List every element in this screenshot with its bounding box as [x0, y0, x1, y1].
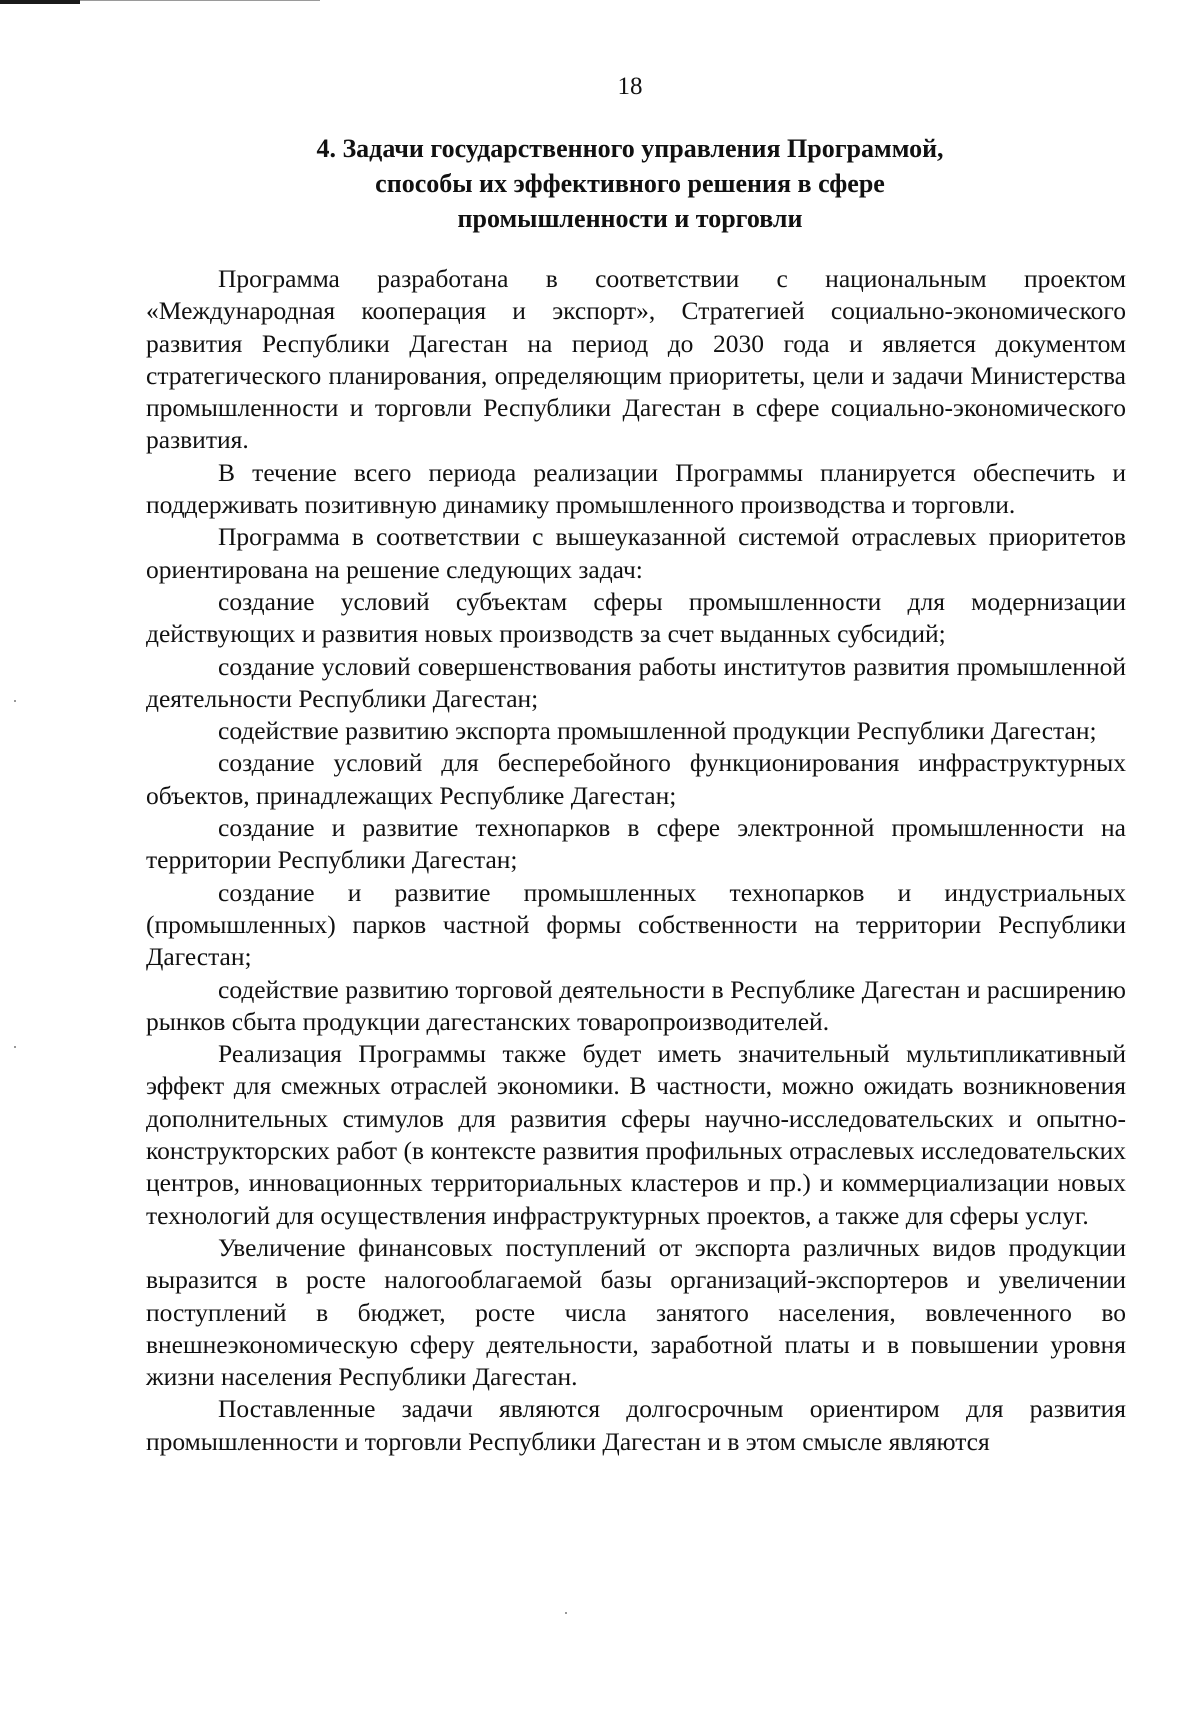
paragraph: В течение всего периода реализации Программы планируется обеспечить и поддерживать позитивную динамику промышленного производства и торговли.	[146, 457, 1126, 520]
list-item: создание условий субъектам сферы промышленности для модернизации действующих и развития новых производств за счет выданных субсидий;	[146, 586, 1126, 649]
heading-line: промышленности и торговли	[457, 204, 803, 233]
paragraph: Программа в соответствии с вышеуказанной системой отраслевых приоритетов ориентирована на решение следующих задач:	[146, 522, 1126, 584]
scan-edge-line	[80, 0, 320, 1]
list-item: создание условий совершенствования работы институтов развития промышленной деятельности Республики Дагестан;	[146, 651, 1126, 713]
scan-speck	[14, 700, 16, 702]
section-heading	[150, 131, 1110, 236]
scan-speck	[14, 1046, 16, 1048]
list-item: создание условий для бесперебойного функционирования инфраструктурных объектов, принадлежащих Республике Дагестан;	[146, 748, 1126, 810]
paragraph: Реализация Программы также будет иметь значительный мультипликативный эффект для смежных отраслей экономики. В частности, можно ожидать возникновения дополнительных стимулов для развития сферы научно-исследовательских и опытно-конструкторских работ (в контексте развития профильных отраслевых исследовательских центров, инновационных территориальных кластеров и пр.) и коммерциализации новых технологий для осуществления инфраструктурных проектов, а также для сферы услуг.	[146, 1039, 1126, 1230]
body-text	[146, 263, 1126, 1458]
paragraph: Поставленные задачи являются долгосрочным ориентиром для развития промышленности и торговли Республики Дагестан и в этом смысле являются	[146, 1394, 1126, 1456]
paragraph: Программа разработана в соответствии с национальным проектом «Международная кооперация и экспорт», Стратегией социально-экономического развития Республики Дагестан на период до 2030 года и является документом стратегического планирования, определяющим приоритеты, цели и задачи Министерства промышленности и торговли Республики Дагестан в сфере социально-экономического развития.	[146, 264, 1126, 455]
scan-speck	[565, 1612, 567, 1614]
paragraph: Увеличение финансовых поступлений от экспорта различных видов продукции выразится в росте налогооблагаемой базы организаций-экспортеров и увеличении поступлений в бюджет, росте числа занятого населения, вовлеченного во внешнеэкономическую сферу деятельности, заработной платы и в повышении уровня жизни населения Республики Дагестан.	[146, 1232, 1126, 1392]
list-item: создание и развитие технопарков в сфере электронной промышленности на территории Республики Дагестан;	[146, 813, 1126, 875]
page-number: 18	[617, 73, 643, 100]
heading-line: способы их эффективного решения в сфере	[375, 169, 885, 198]
list-item: содействие развитию экспорта промышленной продукции Республики Дагестан;	[218, 716, 1097, 746]
list-item: создание и развитие промышленных технопарков и индустриальных (промышленных) парков частной формы собственности на территории Республики Дагестан;	[146, 877, 1126, 972]
scan-edge-mark	[0, 0, 80, 4]
list-item: содействие развитию торговой деятельности в Республике Дагестан и расширению рынков сбыта продукции дагестанских товаропроизводителей.	[146, 974, 1126, 1036]
heading-line: 4. Задачи государственного управления Программой,	[316, 134, 944, 163]
